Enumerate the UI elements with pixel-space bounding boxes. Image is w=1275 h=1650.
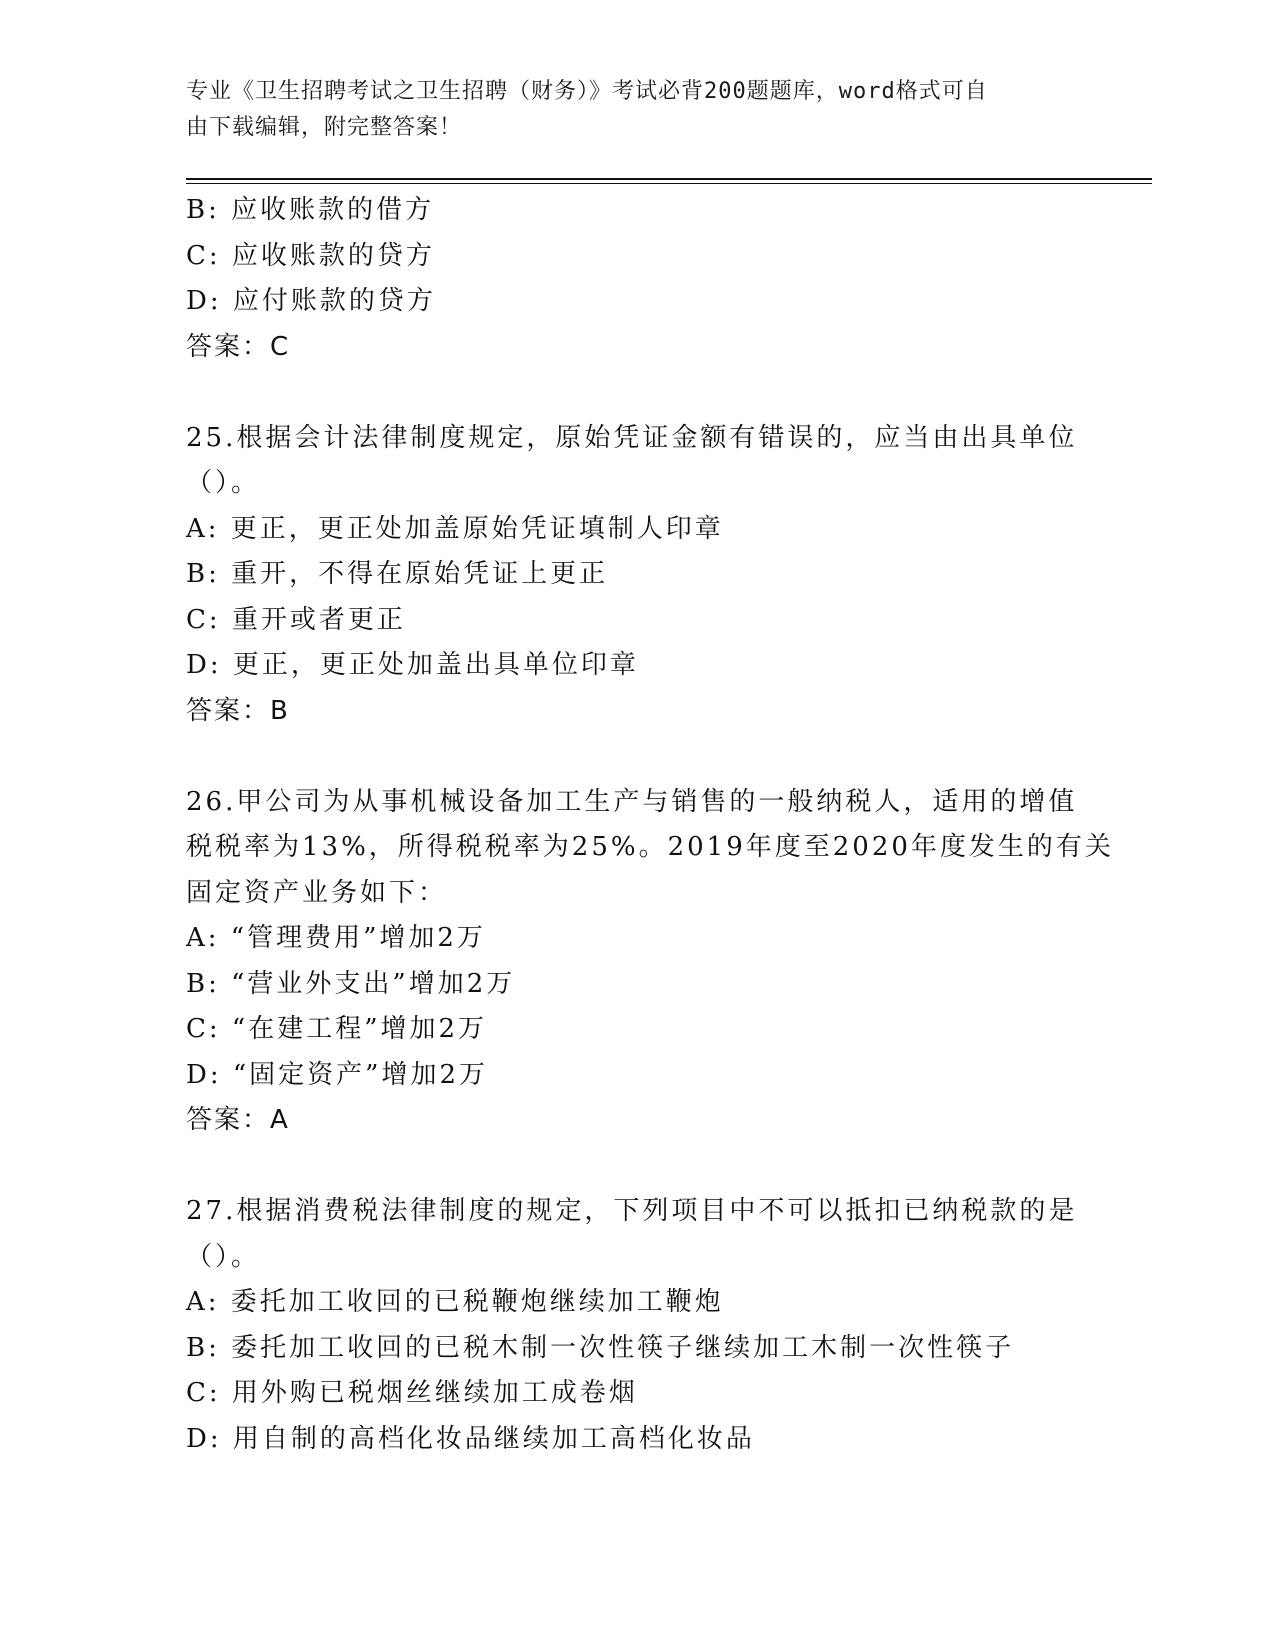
option-c: C: 重开或者更正 xyxy=(186,604,406,635)
question-stem-line: 固定资产业务如下： xyxy=(186,877,448,908)
header-line-2: 由下载编辑，附完整答案！ xyxy=(186,115,463,140)
option-b: B: “营业外支出”增加2万 xyxy=(186,968,516,999)
option-d: D: 更正，更正处加盖出具单位印章 xyxy=(186,650,639,680)
question-stem-line: 27.根据消费税法律制度的规定，下列项目中不可以抵扣已纳税款的是 xyxy=(186,1196,1078,1226)
question-stem-line: （）。 xyxy=(186,1241,261,1272)
answer-line: 答案：B xyxy=(186,695,290,726)
document-header xyxy=(186,74,1066,146)
option-c: C: 应收账款的贷方 xyxy=(186,240,435,271)
header-divider-thin xyxy=(186,183,1152,184)
option-d: D: “固定资产”增加2万 xyxy=(186,1059,488,1090)
answer-line: 答案：C xyxy=(186,331,291,362)
question-24-continued xyxy=(186,188,1086,370)
header-divider-thick xyxy=(186,178,1152,180)
option-a: A: “管理费用”增加2万 xyxy=(186,923,486,953)
option-c: C: “在建工程”增加2万 xyxy=(186,1014,488,1044)
question-stem-line: 25.根据会计法律制度规定，原始凭证金额有错误的，应当由出具单位 xyxy=(186,422,1078,453)
header-line-1: 专业《卫生招聘考试之卫生招聘（财务）》考试必背200题题库，word格式可自 xyxy=(186,79,988,104)
answer-line: 答案：A xyxy=(186,1105,290,1135)
question-25 xyxy=(186,416,1086,735)
option-b: B: 委托加工收回的已税木制一次性筷子继续加工木制一次性筷子 xyxy=(186,1332,1015,1363)
spacer xyxy=(186,1144,1086,1190)
document-body xyxy=(186,188,1114,1462)
option-b: B: 重开，不得在原始凭证上更正 xyxy=(186,559,609,589)
question-stem-line: 税税率为13%，所得税税率为25%。2019年度至2020年度发生的有关 xyxy=(186,832,1114,862)
option-a: A: 委托加工收回的已税鞭炮继续加工鞭炮 xyxy=(186,1287,724,1317)
spacer xyxy=(186,734,1086,780)
spacer xyxy=(186,370,1086,416)
question-27 xyxy=(186,1189,1086,1462)
question-26 xyxy=(186,780,1114,1144)
option-c: C: 用外购已税烟丝继续加工成卷烟 xyxy=(186,1378,638,1408)
question-stem-line: （）。 xyxy=(186,468,261,498)
option-a: A: 更正，更正处加盖原始凭证填制人印章 xyxy=(186,513,724,544)
option-b: B: 应收账款的借方 xyxy=(186,195,435,225)
question-stem-line: 26.甲公司为从事机械设备加工生产与销售的一般纳税人，适用的增值 xyxy=(186,786,1078,817)
option-d: D: 用自制的高档化妆品继续加工高档化妆品 xyxy=(186,1423,755,1454)
option-d: D: 应付账款的贷方 xyxy=(186,286,436,316)
